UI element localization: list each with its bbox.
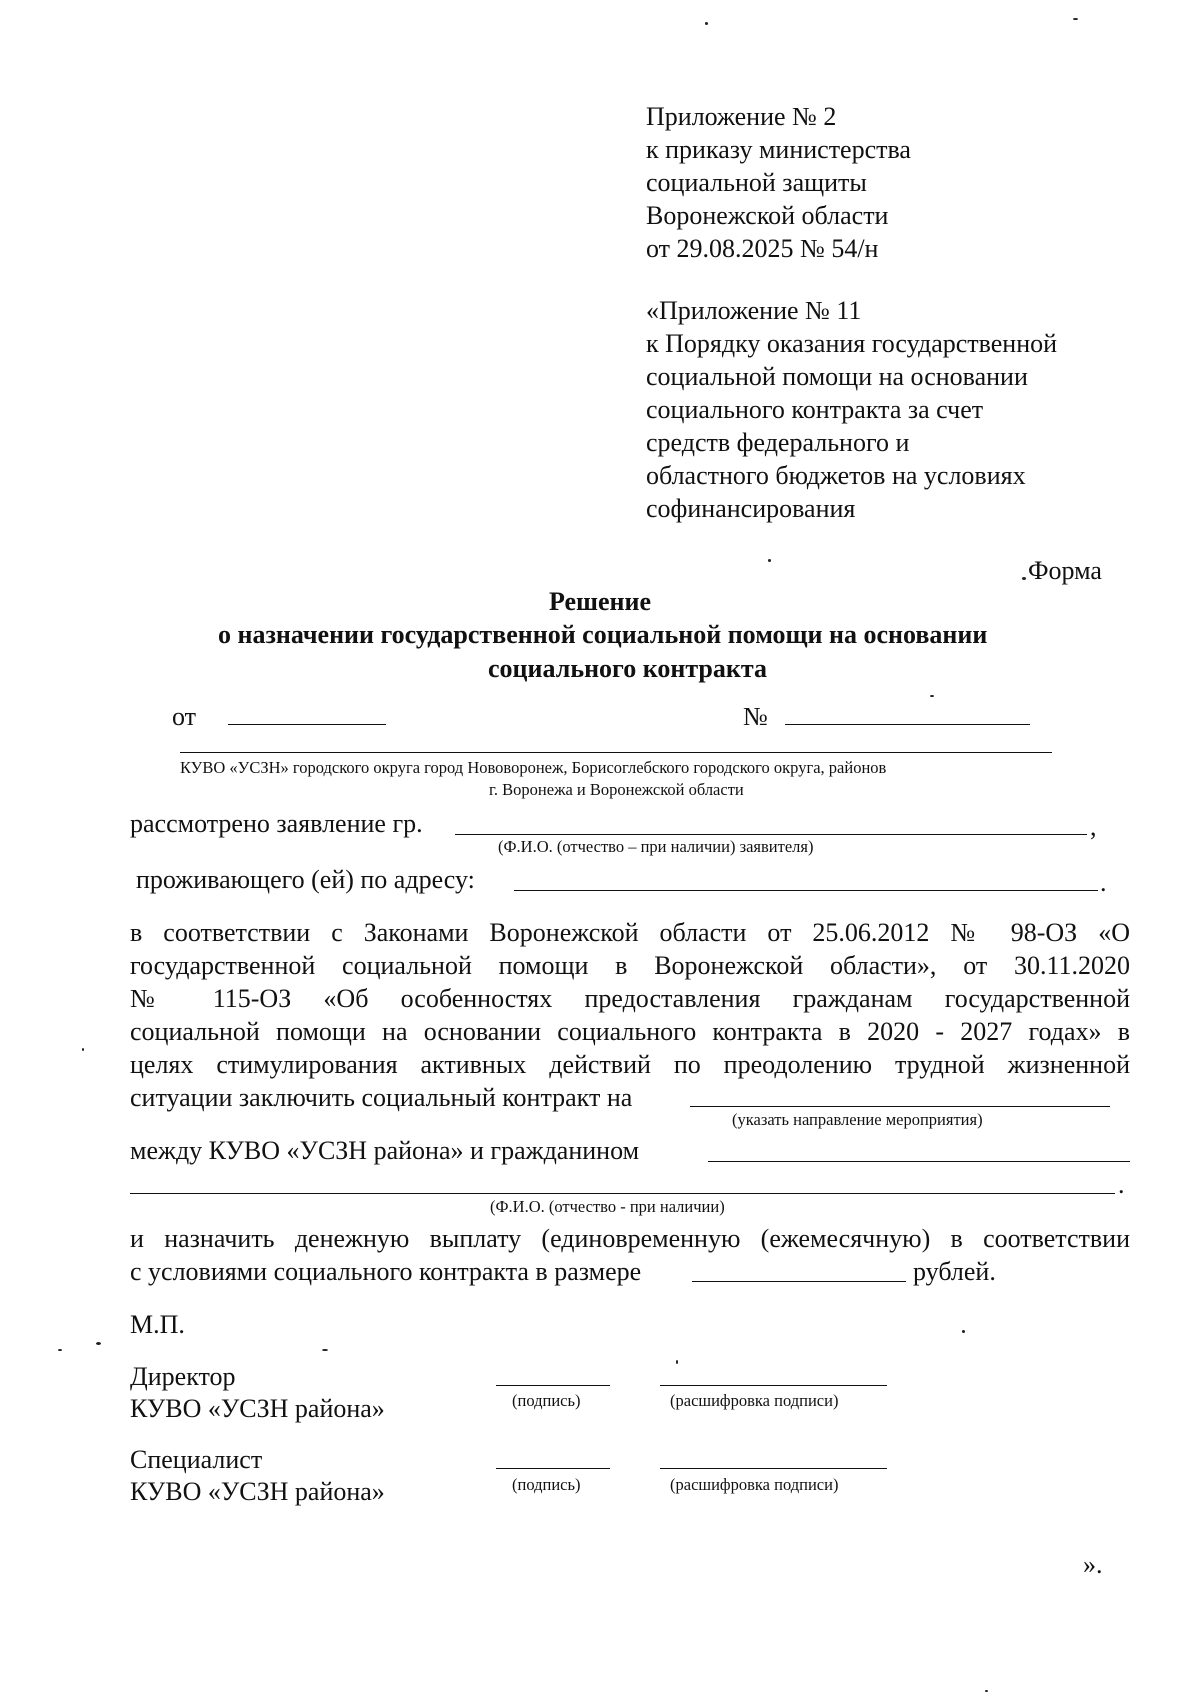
contract-label: ситуации заключить социальный контракт на [130,1083,633,1112]
body-paragraph [130,916,1130,1081]
scan-speck [768,559,771,562]
appendix-line: Воронежской области [646,201,889,230]
contract-direction-field[interactable] [690,1106,1110,1107]
signature-caption: (подпись) [512,1391,581,1410]
direction-caption: (указать направление мероприятия) [732,1110,983,1129]
signature-decode-field[interactable] [660,1468,887,1469]
body-line: государственной социальной помощи в Воронежской области», от 30.11.2020 [130,951,1130,980]
number-field[interactable] [785,724,1030,725]
between-label: между КУВО «УСЗН района» и гражданином [130,1136,640,1165]
reviewed-label: рассмотрено заявление гр. [130,809,423,838]
organization-line-1: КУВО «УСЗН» городского округа город Нововоронеж, Борисоглебского городского округа, районов [180,758,887,777]
appendix-line: от 29.08.2025 № 54/н [646,234,879,263]
body-line: № 115-ОЗ «Об особенностях предоставления гражданам государственной [130,984,1130,1013]
title-line-1: Решение [548,587,652,616]
appendix-line: к приказу министерства [646,135,911,164]
quoted-appendix-line: социального контракта за счет [646,395,984,424]
body-line: социальной помощи на основании социального контракта в 2020 - 2027 годах» в [130,1017,1130,1046]
citizen-field-1[interactable] [708,1161,1130,1162]
body-line: в соответствии с Законами Воронежской области от 25.06.2012 № 98-ОЗ «О [130,918,1130,947]
signature-decode-field[interactable] [660,1385,887,1386]
decode-caption: (расшифровка подписи) [670,1391,839,1410]
stamp-label: М.П. [130,1310,185,1339]
scan-speck [96,1342,101,1345]
quoted-appendix-line: средств федерального и [646,428,910,457]
scan-speck [322,1349,328,1351]
number-label: № [743,702,768,731]
comma: , [1090,812,1097,841]
quoted-appendix-block [646,294,1057,525]
appendix-line: социальной защиты [646,168,867,197]
signature-org: КУВО «УСЗН района» [130,1394,385,1423]
organization-line-2: г. Воронежа и Воронежской области [489,780,744,799]
scan-speck [676,1360,678,1364]
scan-speck [1073,18,1078,20]
signature-field[interactable] [496,1385,610,1386]
decode-caption: (расшифровка подписи) [670,1475,839,1494]
quoted-appendix-line: к Порядку оказания государственной [646,329,1058,358]
form-label: Форма [1028,556,1102,585]
signature-field[interactable] [496,1468,610,1469]
scan-speck [962,1330,965,1333]
date-from-label: от [172,702,197,731]
citizen-field-2[interactable] [130,1193,1115,1194]
applicant-name-field[interactable] [455,834,1087,835]
organization-field [180,752,1052,753]
scan-speck [58,1349,62,1351]
signature-caption: (подпись) [512,1475,581,1494]
body-line: целях стимулирования активных действий по преодолению трудной жизненной [130,1050,1130,1079]
amount-field[interactable] [692,1281,906,1282]
appendix-line: Приложение № 2 [646,102,837,131]
payment-line: и назначить денежную выплату (единовременную (ежемесячную) в соответствии [130,1224,1130,1253]
period: . [1100,868,1107,897]
address-field[interactable] [514,890,1098,891]
quoted-appendix-line: областного бюджетов на условиях [646,461,1026,490]
scan-speck [82,1048,84,1051]
title-line-3: социального контракта [488,654,767,683]
signature-position: Директор [130,1362,236,1391]
document-title [0,585,1200,618]
quoted-appendix-line: «Приложение № 11 [646,296,862,325]
scan-speck [930,695,934,697]
address-label: проживающего (ей) по адресу: [136,865,475,894]
title-line-2: о назначении государственной социальной помощи на основании [218,620,988,649]
citizen-caption: (Ф.И.О. (отчество - при наличии) [490,1197,725,1216]
appendix-block [646,100,911,265]
period: . [1118,1170,1125,1199]
date-field[interactable] [228,724,386,725]
closing-mark: ». [1083,1550,1103,1579]
currency-label: рублей. [913,1257,996,1286]
quoted-appendix-line: софинансирования [646,494,856,523]
signature-org: КУВО «УСЗН района» [130,1477,385,1506]
scan-speck [985,1690,988,1692]
quoted-appendix-line: социальной помощи на основании [646,362,1028,391]
scan-speck [705,22,708,25]
signature-position: Специалист [130,1445,263,1474]
scan-speck [1022,577,1026,580]
amount-label: с условиями социального контракта в размере [130,1257,642,1286]
applicant-name-caption: (Ф.И.О. (отчество – при наличии) заявителя) [498,837,814,856]
